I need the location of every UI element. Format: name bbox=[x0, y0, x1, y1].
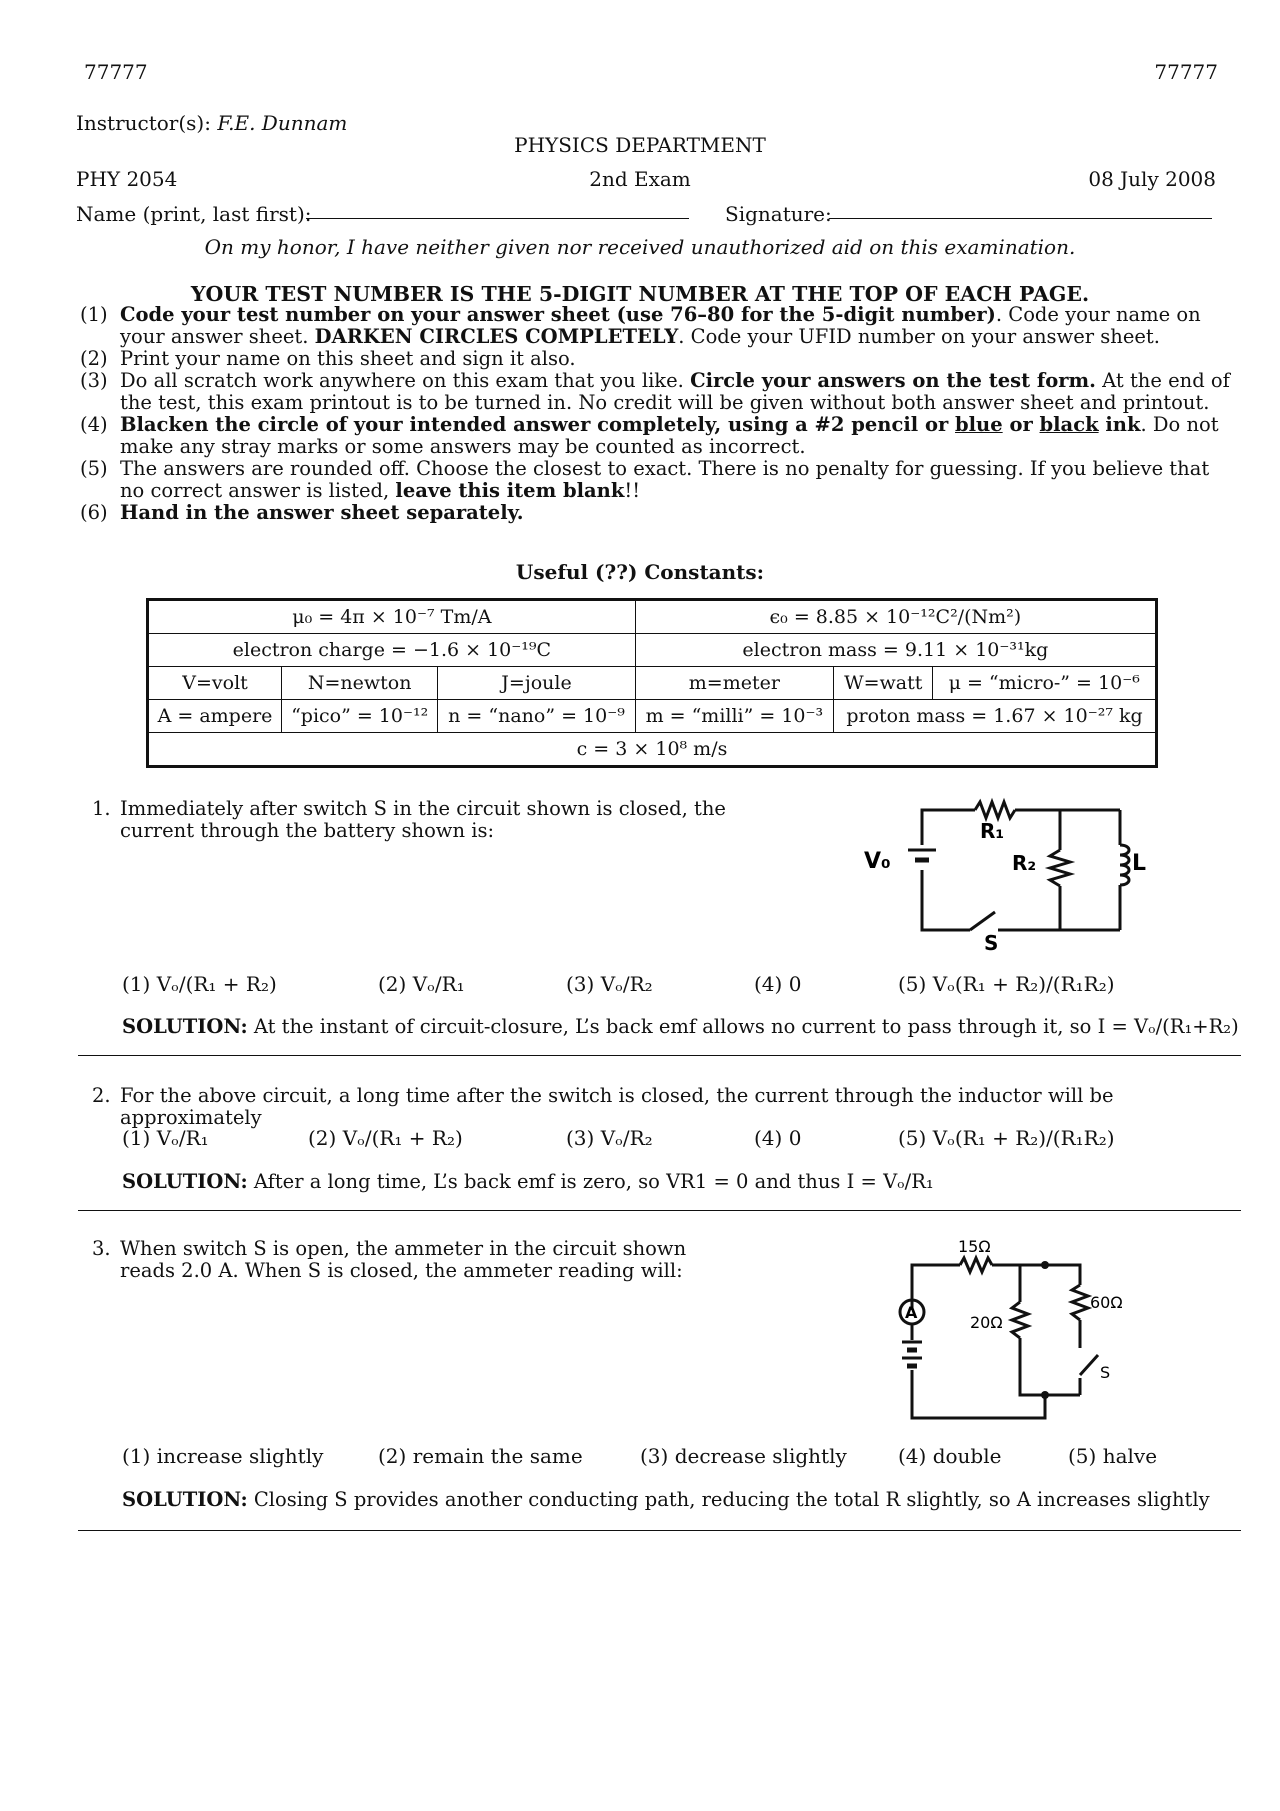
question-number: 3. bbox=[92, 1237, 111, 1260]
r20-label: 20Ω bbox=[970, 1313, 1003, 1332]
name-field-line[interactable] bbox=[306, 218, 689, 219]
choice-4[interactable]: (4) double bbox=[898, 1444, 1002, 1468]
question-number: 2. bbox=[92, 1084, 111, 1107]
instruction-item: (1) Code your test number on your answer sheet (use 76–80 for the 5-digit number). Code your name on your answer sheet. DARKEN CIRCLES COMPLETELY. Code your UFID number on your answer sheet. bbox=[80, 303, 1201, 348]
question-2 bbox=[92, 1085, 1242, 1129]
r1-label: R₁ bbox=[980, 819, 1005, 843]
eps0-cell: ϵ₀ = 8.85 × 10⁻¹²C²/(Nm²) bbox=[635, 600, 1156, 634]
choice-3[interactable]: (3) Vₒ/R₂ bbox=[566, 972, 653, 996]
instructor-line bbox=[76, 111, 347, 135]
light-speed-cell: c = 3 × 10⁸ m/s bbox=[148, 733, 1157, 767]
ampere-cell: A = ampere bbox=[148, 700, 282, 733]
s-label: S bbox=[1100, 1363, 1111, 1382]
divider bbox=[78, 1530, 1241, 1531]
proton-mass-cell: proton mass = 1.67 × 10⁻²⁷ kg bbox=[834, 700, 1157, 733]
divider bbox=[78, 1055, 1241, 1056]
question-1 bbox=[92, 798, 742, 842]
signature-field-line[interactable] bbox=[829, 218, 1212, 219]
meter-cell: m=meter bbox=[635, 667, 833, 700]
choice-2[interactable]: (2) Vₒ/(R₁ + R₂) bbox=[308, 1126, 463, 1150]
instructor-label: Instructor(s): bbox=[76, 111, 211, 135]
test-number-left: 77777 bbox=[84, 60, 148, 84]
electron-charge-cell: electron charge = −1.6 × 10⁻¹⁹C bbox=[148, 634, 636, 667]
test-number-right: 77777 bbox=[1154, 60, 1218, 84]
question-text: When switch S is open, the ammeter in the circuit shown reads 2.0 A. When S is closed, the ammeter reading will: bbox=[120, 1237, 687, 1282]
ammeter-label: A bbox=[905, 1303, 918, 1322]
instruction-item: (5) The answers are rounded off. Choose the closest to exact. There is no penalty for guessing. If you believe that no correct answer is listed, leave this item blank!! bbox=[80, 457, 1210, 502]
choice-1[interactable]: (1) Vₒ/R₁ bbox=[122, 1126, 209, 1150]
solution-q2: SOLUTION: After a long time, L’s back emf is zero, so VR1 = 0 and thus I = Vₒ/R₁ bbox=[122, 1170, 934, 1193]
v0-label: V₀ bbox=[864, 849, 891, 874]
pico-cell: “pico” = 10⁻¹² bbox=[282, 700, 438, 733]
electron-mass-cell: electron mass = 9.11 × 10⁻³¹kg bbox=[635, 634, 1156, 667]
instruction-item: (6) Hand in the answer sheet separately. bbox=[80, 501, 524, 524]
nano-cell: n = “nano” = 10⁻⁹ bbox=[438, 700, 635, 733]
choice-5[interactable]: (5) Vₒ(R₁ + R₂)/(R₁R₂) bbox=[898, 972, 1115, 996]
s-label: S bbox=[984, 931, 999, 955]
solution-q1: SOLUTION: At the instant of circuit-closure, L’s back emf allows no current to pass through it, so I = Vₒ/(R₁+R₂) bbox=[122, 1015, 1239, 1038]
choice-4[interactable]: (4) 0 bbox=[754, 1126, 802, 1150]
instruction-item: (3) Do all scratch work anywhere on this exam that you like. Circle your answers on the test form. At the end of the test, this exam printout is to be turned in. No credit will be given without both answer sheet and printout. bbox=[80, 369, 1230, 414]
volt-cell: V=volt bbox=[148, 667, 282, 700]
mu0-cell: μ₀ = 4π × 10⁻⁷ Tm/A bbox=[148, 600, 636, 634]
choice-5[interactable]: (5) halve bbox=[1068, 1444, 1158, 1468]
micro-cell: μ = “micro-” = 10⁻⁶ bbox=[933, 667, 1157, 700]
constants-title: Useful (??) Constants: bbox=[515, 560, 765, 584]
exam-title: 2nd Exam bbox=[589, 167, 691, 191]
instructions-headline: YOUR TEST NUMBER IS THE 5-DIGIT NUMBER AT THE TOP OF EACH PAGE. bbox=[190, 282, 1090, 306]
r60-label: 60Ω bbox=[1090, 1293, 1123, 1312]
question-text: Immediately after switch S in the circuit shown is closed, the current through the battery shown is: bbox=[120, 797, 726, 842]
honor-statement: On my honor, I have neither given nor received unauthorized aid on this examination. bbox=[204, 235, 1076, 259]
circuit-diagram-3 bbox=[880, 1230, 1140, 1430]
question-text: For the above circuit, a long time after the switch is closed, the current through the inductor will be approximately bbox=[120, 1084, 1114, 1129]
choice-5[interactable]: (5) Vₒ(R₁ + R₂)/(R₁R₂) bbox=[898, 1126, 1115, 1150]
exam-date: 08 July 2008 bbox=[1088, 167, 1216, 191]
divider bbox=[78, 1210, 1241, 1211]
l-label: L bbox=[1132, 851, 1147, 876]
choice-2[interactable]: (2) remain the same bbox=[378, 1444, 583, 1468]
constants-table bbox=[146, 598, 1158, 768]
question-3 bbox=[92, 1238, 742, 1282]
r2-label: R₂ bbox=[1012, 851, 1037, 875]
name-label: Name (print, last first): bbox=[76, 202, 312, 226]
instruction-item: (4) Blacken the circle of your intended answer completely, using a #2 pencil or blue or black ink. Do not make any stray marks or some answers may be counted as incorrect. bbox=[80, 413, 1219, 458]
newton-cell: N=newton bbox=[282, 667, 438, 700]
course-code: PHY 2054 bbox=[76, 167, 178, 191]
milli-cell: m = “milli” = 10⁻³ bbox=[635, 700, 833, 733]
instruction-item: (2) Print your name on this sheet and sign it also. bbox=[80, 347, 576, 370]
choice-1[interactable]: (1) Vₒ/(R₁ + R₂) bbox=[122, 972, 277, 996]
choice-3[interactable]: (3) Vₒ/R₂ bbox=[566, 1126, 653, 1150]
choice-2[interactable]: (2) Vₒ/R₁ bbox=[378, 972, 465, 996]
choice-4[interactable]: (4) 0 bbox=[754, 972, 802, 996]
choice-1[interactable]: (1) increase slightly bbox=[122, 1444, 324, 1468]
watt-cell: W=watt bbox=[834, 667, 933, 700]
signature-label: Signature: bbox=[725, 202, 832, 226]
circuit-diagram-1 bbox=[860, 790, 1180, 960]
solution-q3: SOLUTION: Closing S provides another conducting path, reducing the total R slightly, so A increases slightly bbox=[122, 1488, 1210, 1511]
question-number: 1. bbox=[92, 797, 111, 820]
r15-label: 15Ω bbox=[958, 1237, 991, 1256]
joule-cell: J=joule bbox=[438, 667, 635, 700]
department-title: PHYSICS DEPARTMENT bbox=[514, 133, 766, 157]
instructor-name: F.E. Dunnam bbox=[217, 111, 348, 135]
instructions-list bbox=[80, 304, 1230, 524]
choice-3[interactable]: (3) decrease slightly bbox=[640, 1444, 847, 1468]
